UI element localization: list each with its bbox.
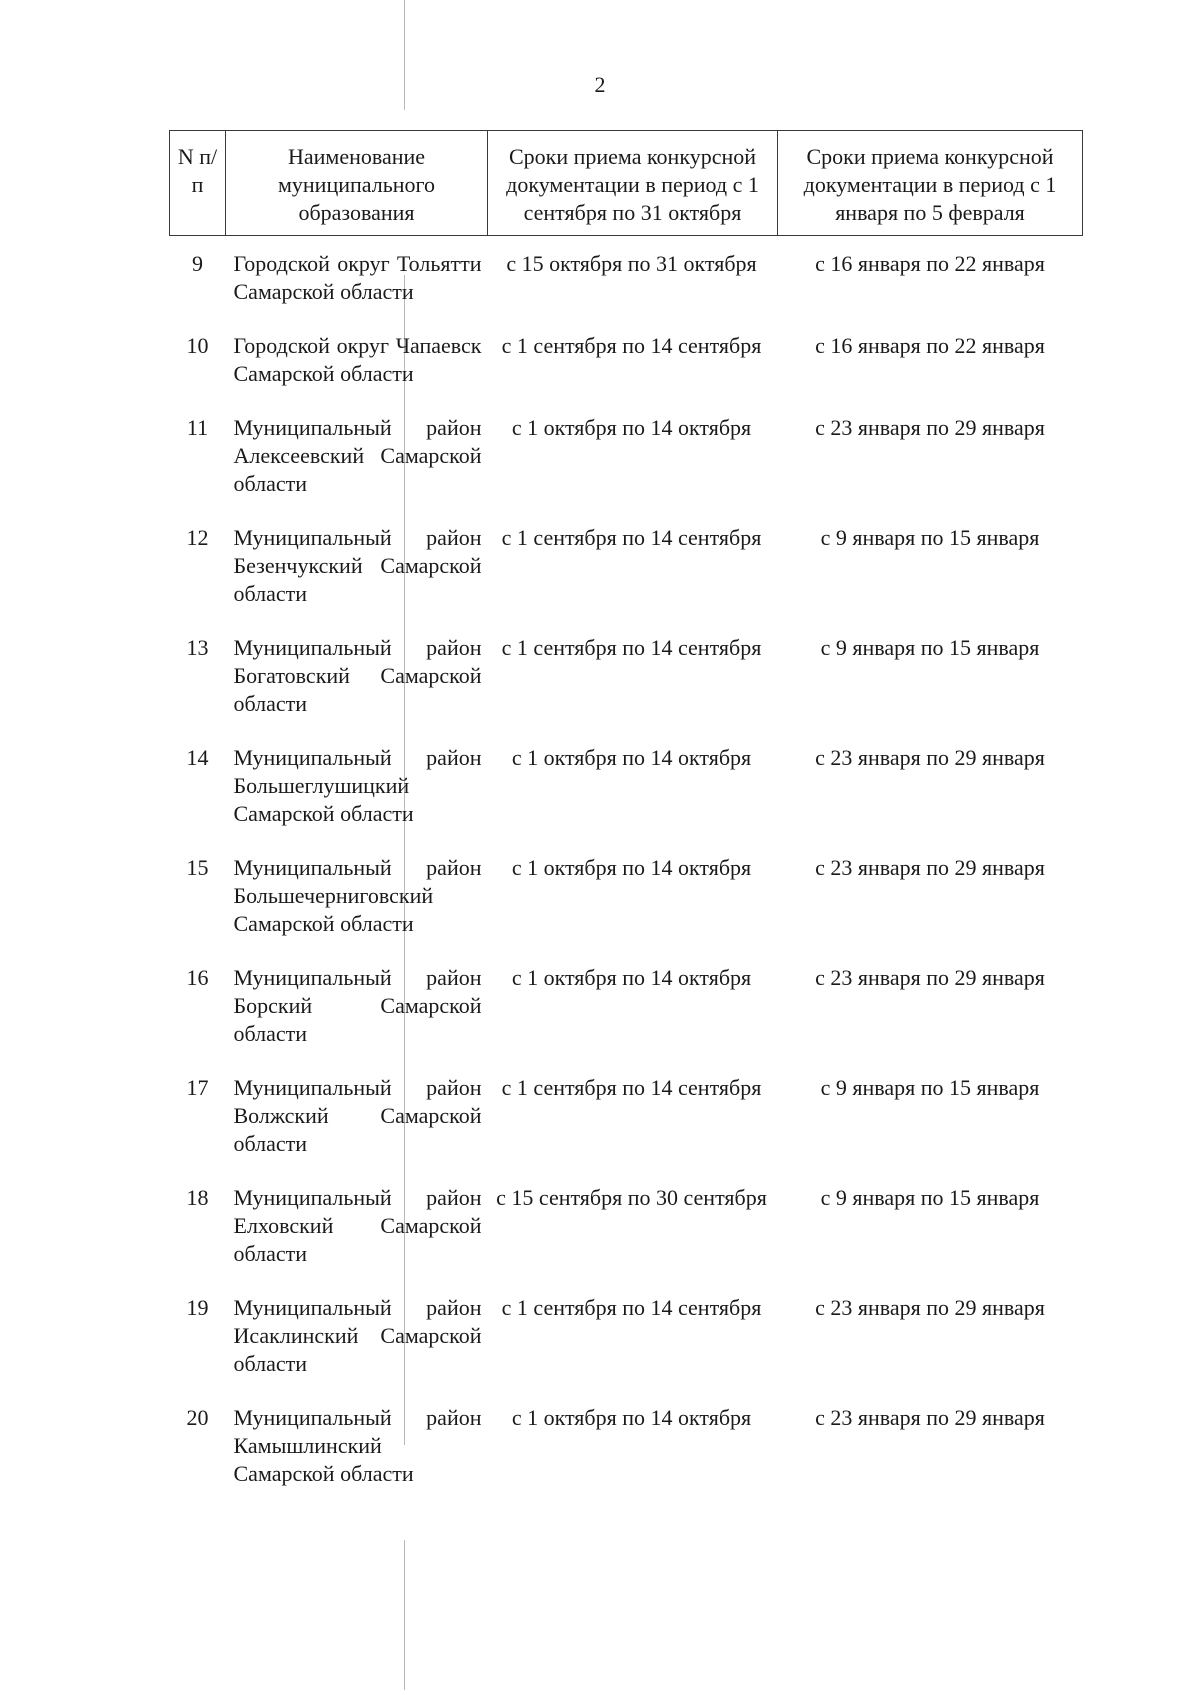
- header-winter-period: Сроки приема конкурсной документации в период с 1 января по 5 февраля: [778, 131, 1083, 236]
- table-row: [170, 320, 1083, 402]
- table-row: [170, 1062, 1083, 1172]
- table-header: [170, 131, 1083, 236]
- table-row: [170, 732, 1083, 842]
- winter-period: с 9 января по 15 января: [820, 635, 1040, 660]
- winter-period: с 16 января по 22 января: [815, 333, 1045, 358]
- autumn-period: с 1 сентября по 14 сентября: [501, 1075, 762, 1100]
- row-number: 19: [186, 1295, 209, 1320]
- winter-period: с 23 января по 29 января: [815, 1405, 1045, 1430]
- winter-period: с 23 января по 29 января: [815, 965, 1045, 990]
- table-row: [170, 622, 1083, 732]
- municipality-name: Муниципальный район Алексеевский Самарской области: [233, 415, 482, 496]
- autumn-period: с 1 октября по 14 октября: [511, 855, 752, 880]
- header-row: [170, 131, 1083, 236]
- row-number: 10: [186, 333, 209, 358]
- scan-crease-top: [404, 0, 405, 110]
- municipality-name: Муниципальный район Волжский Самарской области: [233, 1075, 482, 1156]
- municipality-name: Муниципальный район Борский Самарской области: [233, 965, 482, 1046]
- municipality-name: Муниципальный район Богатовский Самарской области: [233, 635, 482, 716]
- table-row: [170, 236, 1083, 321]
- row-number: 9: [192, 251, 203, 276]
- table-row: [170, 512, 1083, 622]
- autumn-period: с 1 сентября по 14 сентября: [501, 635, 762, 660]
- row-number: 20: [186, 1405, 209, 1430]
- winter-period: с 16 января по 22 января: [815, 251, 1045, 276]
- row-number: 11: [186, 415, 209, 440]
- autumn-period: с 1 октября по 14 октября: [511, 745, 752, 770]
- autumn-period: с 1 октября по 14 октября: [511, 965, 752, 990]
- winter-period: с 23 января по 29 января: [815, 415, 1045, 440]
- winter-period: с 23 января по 29 января: [815, 855, 1045, 880]
- municipality-name: Городской округ Чапаевск Самарской области: [233, 333, 482, 386]
- municipality-name: Муниципальный район Большеглушицкий Самарской области: [233, 745, 482, 826]
- header-autumn-period: Сроки приема конкурсной документации в период с 1 сентября по 31 октября: [488, 131, 778, 236]
- winter-period: с 9 января по 15 января: [820, 525, 1040, 550]
- autumn-period: с 1 октября по 14 октября: [511, 415, 752, 440]
- scan-crease-bottom: [404, 1540, 405, 1690]
- autumn-period: с 1 сентября по 14 сентября: [501, 333, 762, 358]
- municipality-name: Муниципальный район Камышлинский Самарской области: [233, 1405, 482, 1486]
- page-number: 2: [594, 72, 606, 97]
- row-number: 15: [186, 855, 209, 880]
- row-number: 18: [186, 1185, 209, 1210]
- table-row: [170, 842, 1083, 952]
- table-row: [170, 1282, 1083, 1392]
- municipality-name: Муниципальный район Большечерниговский Самарской области: [233, 855, 482, 936]
- municipality-name: Муниципальный район Елховский Самарской области: [233, 1185, 482, 1266]
- municipality-name: Муниципальный район Исаклинский Самарской области: [233, 1295, 482, 1376]
- row-number: 12: [186, 525, 209, 550]
- table-row: [170, 952, 1083, 1062]
- autumn-period: с 1 сентября по 14 сентября: [501, 1295, 762, 1320]
- winter-period: с 9 января по 15 января: [820, 1075, 1040, 1100]
- autumn-period: с 1 октября по 14 октября: [511, 1405, 752, 1430]
- header-municipality-name: Наименование муниципального образования: [226, 131, 488, 236]
- schedule-document: [169, 130, 1082, 1502]
- municipality-name: Муниципальный район Безенчукский Самарской области: [233, 525, 482, 606]
- municipality-name: Городской округ Тольятти Самарской области: [233, 251, 482, 304]
- table-row: [170, 1172, 1083, 1282]
- row-number: 14: [186, 745, 209, 770]
- row-number: 16: [186, 965, 209, 990]
- winter-period: с 9 января по 15 января: [820, 1185, 1040, 1210]
- header-number: N п/п: [170, 131, 226, 236]
- row-number: 17: [186, 1075, 209, 1100]
- autumn-period: с 15 сентября по 30 сентября: [496, 1185, 767, 1210]
- schedule-table: [169, 130, 1083, 1502]
- autumn-period: с 1 сентября по 14 сентября: [501, 525, 762, 550]
- table-body: [170, 236, 1083, 1503]
- table-row: [170, 402, 1083, 512]
- winter-period: с 23 января по 29 января: [815, 1295, 1045, 1320]
- table-row: [170, 1392, 1083, 1502]
- autumn-period: с 15 октября по 31 октября: [506, 251, 757, 276]
- winter-period: с 23 января по 29 января: [815, 745, 1045, 770]
- row-number: 13: [186, 635, 209, 660]
